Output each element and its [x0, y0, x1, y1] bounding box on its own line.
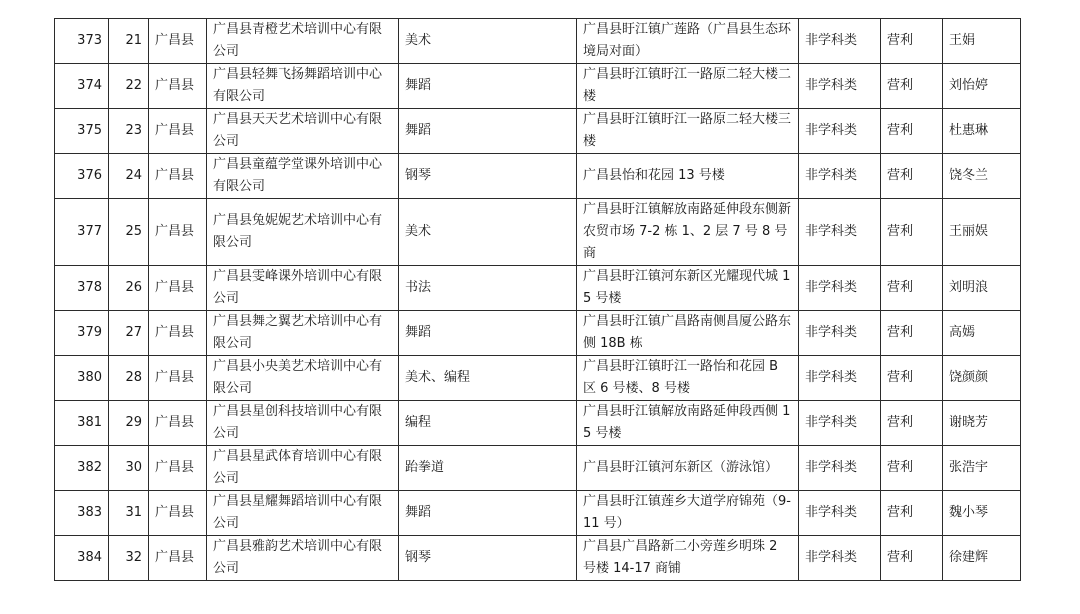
row-number: 381: [55, 401, 109, 446]
profit-nature: 营利: [881, 446, 943, 491]
county-cell: 广昌县: [149, 266, 207, 311]
training-category: 钢琴: [399, 536, 577, 581]
row-number: 384: [55, 536, 109, 581]
county-cell: 广昌县: [149, 109, 207, 154]
table-row: [55, 491, 1021, 536]
profit-nature: 营利: [881, 536, 943, 581]
address-cell: 广昌县盱江镇莲乡大道学府锦苑（9-11 号）: [577, 491, 799, 536]
subject-type: 非学科类: [799, 491, 881, 536]
county-sequence: 27: [109, 311, 149, 356]
contact-person: 杜惠琳: [943, 109, 1021, 154]
profit-nature: 营利: [881, 356, 943, 401]
training-category: 美术: [399, 19, 577, 64]
institution-name: 广昌县雅韵艺术培训中心有限公司: [207, 536, 399, 581]
county-sequence: 25: [109, 199, 149, 266]
subject-type: 非学科类: [799, 199, 881, 266]
row-number: 379: [55, 311, 109, 356]
contact-person: 魏小琴: [943, 491, 1021, 536]
county-cell: 广昌县: [149, 154, 207, 199]
row-number: 382: [55, 446, 109, 491]
county-cell: 广昌县: [149, 199, 207, 266]
profit-nature: 营利: [881, 109, 943, 154]
profit-nature: 营利: [881, 64, 943, 109]
institution-name: 广昌县小央美艺术培训中心有限公司: [207, 356, 399, 401]
row-number: 377: [55, 199, 109, 266]
contact-person: 谢晓芳: [943, 401, 1021, 446]
address-cell: 广昌县盱江镇盱江一路原二轻大楼三楼: [577, 109, 799, 154]
address-cell: 广昌县盱江镇解放南路延伸段西侧 15 号楼: [577, 401, 799, 446]
table-row: [55, 199, 1021, 266]
contact-person: 张浩宇: [943, 446, 1021, 491]
contact-person: 王娟: [943, 19, 1021, 64]
address-cell: 广昌县怡和花园 13 号楼: [577, 154, 799, 199]
institution-name: 广昌县轻舞飞扬舞蹈培训中心有限公司: [207, 64, 399, 109]
subject-type: 非学科类: [799, 446, 881, 491]
institution-name: 广昌县舞之翼艺术培训中心有限公司: [207, 311, 399, 356]
profit-nature: 营利: [881, 401, 943, 446]
address-cell: 广昌县盱江镇广昌路南侧昌厦公路东侧 18B 栋: [577, 311, 799, 356]
address-cell: 广昌县广昌路新二小旁莲乡明珠 2 号楼 14-17 商铺: [577, 536, 799, 581]
row-number: 380: [55, 356, 109, 401]
institution-name: 广昌县兔妮妮艺术培训中心有限公司: [207, 199, 399, 266]
county-cell: 广昌县: [149, 311, 207, 356]
table-row: [55, 266, 1021, 311]
table-row: [55, 154, 1021, 199]
subject-type: 非学科类: [799, 266, 881, 311]
subject-type: 非学科类: [799, 154, 881, 199]
county-sequence: 30: [109, 446, 149, 491]
table-row: [55, 311, 1021, 356]
contact-person: 高嫣: [943, 311, 1021, 356]
table-row: [55, 401, 1021, 446]
institution-name: 广昌县星耀舞蹈培训中心有限公司: [207, 491, 399, 536]
contact-person: 刘明浪: [943, 266, 1021, 311]
institution-name: 广昌县童蕴学堂课外培训中心有限公司: [207, 154, 399, 199]
subject-type: 非学科类: [799, 401, 881, 446]
county-cell: 广昌县: [149, 536, 207, 581]
institution-table: [54, 18, 1021, 581]
row-number: 378: [55, 266, 109, 311]
institution-name: 广昌县雯峰课外培训中心有限公司: [207, 266, 399, 311]
county-sequence: 22: [109, 64, 149, 109]
county-cell: 广昌县: [149, 19, 207, 64]
county-sequence: 21: [109, 19, 149, 64]
subject-type: 非学科类: [799, 356, 881, 401]
training-category: 跆拳道: [399, 446, 577, 491]
address-cell: 广昌县盱江镇解放南路延伸段东侧新农贸市场 7-2 栋 1、2 层 7 号 8 号商: [577, 199, 799, 266]
row-number: 373: [55, 19, 109, 64]
contact-person: 饶冬兰: [943, 154, 1021, 199]
contact-person: 刘怡婷: [943, 64, 1021, 109]
institution-name: 广昌县青橙艺术培训中心有限公司: [207, 19, 399, 64]
table-row: [55, 446, 1021, 491]
table-row: [55, 109, 1021, 154]
table-row: [55, 536, 1021, 581]
contact-person: 王丽娱: [943, 199, 1021, 266]
training-category: 舞蹈: [399, 109, 577, 154]
row-number: 375: [55, 109, 109, 154]
table-row: [55, 19, 1021, 64]
address-cell: 广昌县盱江镇广莲路（广昌县生态环境局对面）: [577, 19, 799, 64]
profit-nature: 营利: [881, 199, 943, 266]
institution-name: 广昌县星创科技培训中心有限公司: [207, 401, 399, 446]
profit-nature: 营利: [881, 311, 943, 356]
county-cell: 广昌县: [149, 446, 207, 491]
training-category: 美术: [399, 199, 577, 266]
subject-type: 非学科类: [799, 109, 881, 154]
row-number: 383: [55, 491, 109, 536]
training-category: 书法: [399, 266, 577, 311]
training-category: 美术、编程: [399, 356, 577, 401]
profit-nature: 营利: [881, 19, 943, 64]
county-cell: 广昌县: [149, 356, 207, 401]
profit-nature: 营利: [881, 266, 943, 311]
table-row: [55, 64, 1021, 109]
table-row: [55, 356, 1021, 401]
address-cell: 广昌县盱江镇盱江一路怡和花园 B 区 6 号楼、8 号楼: [577, 356, 799, 401]
row-number: 376: [55, 154, 109, 199]
row-number: 374: [55, 64, 109, 109]
address-cell: 广昌县盱江镇河东新区（游泳馆）: [577, 446, 799, 491]
county-sequence: 29: [109, 401, 149, 446]
training-category: 舞蹈: [399, 64, 577, 109]
address-cell: 广昌县盱江镇河东新区光耀现代城 15 号楼: [577, 266, 799, 311]
training-category: 钢琴: [399, 154, 577, 199]
county-cell: 广昌县: [149, 64, 207, 109]
subject-type: 非学科类: [799, 19, 881, 64]
profit-nature: 营利: [881, 491, 943, 536]
address-cell: 广昌县盱江镇盱江一路原二轻大楼二楼: [577, 64, 799, 109]
training-category: 舞蹈: [399, 491, 577, 536]
training-category: 编程: [399, 401, 577, 446]
subject-type: 非学科类: [799, 64, 881, 109]
county-sequence: 28: [109, 356, 149, 401]
training-category: 舞蹈: [399, 311, 577, 356]
county-cell: 广昌县: [149, 401, 207, 446]
county-sequence: 23: [109, 109, 149, 154]
county-sequence: 26: [109, 266, 149, 311]
institution-name: 广昌县星武体育培训中心有限公司: [207, 446, 399, 491]
subject-type: 非学科类: [799, 311, 881, 356]
contact-person: 饶颜颜: [943, 356, 1021, 401]
county-sequence: 24: [109, 154, 149, 199]
subject-type: 非学科类: [799, 536, 881, 581]
county-sequence: 31: [109, 491, 149, 536]
contact-person: 徐建辉: [943, 536, 1021, 581]
institution-name: 广昌县天天艺术培训中心有限公司: [207, 109, 399, 154]
county-cell: 广昌县: [149, 491, 207, 536]
profit-nature: 营利: [881, 154, 943, 199]
county-sequence: 32: [109, 536, 149, 581]
